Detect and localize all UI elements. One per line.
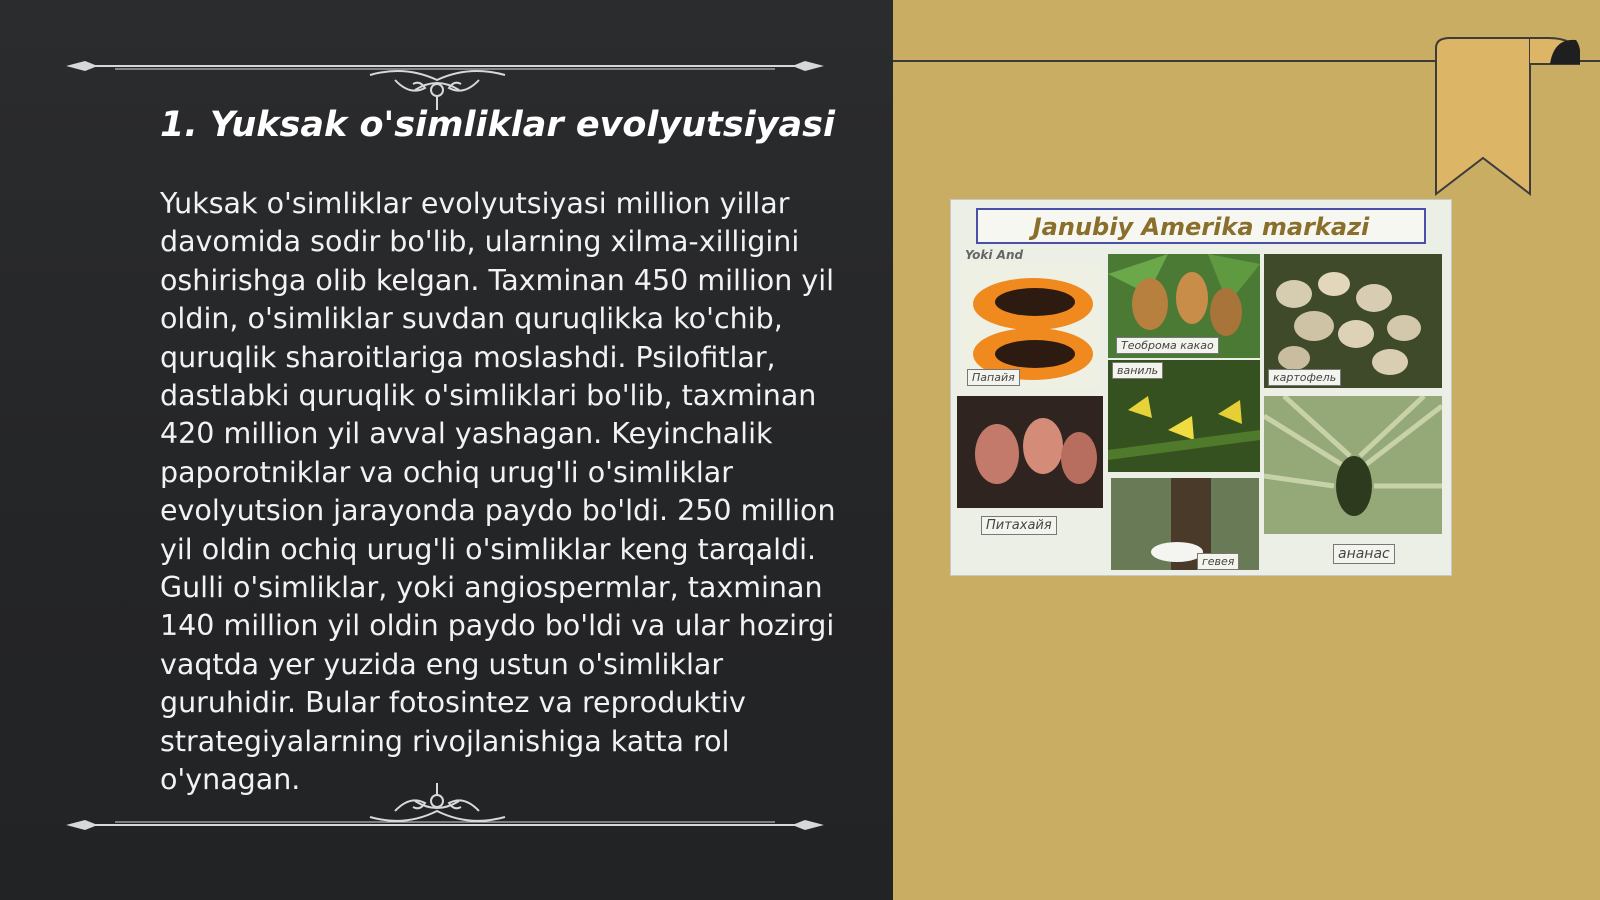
vanilla-label: ваниль — [1112, 362, 1163, 379]
vanilla-photo — [1108, 360, 1260, 472]
cacao-photo — [1108, 254, 1260, 358]
papaya-photo — [961, 262, 1101, 388]
potato-label: картофель — [1268, 369, 1341, 386]
pineapple-photo — [1264, 396, 1442, 534]
slide-title: 1. Yuksak o'simliklar evolyutsiyasi — [160, 105, 835, 145]
pineapple-label: ананас — [1333, 544, 1395, 564]
top-ornament — [65, 50, 825, 110]
picture-title: Janubiy Amerika markazi — [1032, 213, 1370, 241]
hevea-photo — [1111, 478, 1259, 570]
papaya-label: Папайя — [967, 369, 1020, 386]
bookmark-ribbon-icon — [1430, 36, 1580, 196]
hevea-label: гевея — [1197, 553, 1239, 570]
cacao-label: Теоброма какао — [1116, 337, 1219, 354]
slide-body-text: Yuksak o'simliklar evolyutsiyasi million yillar davomida sodir bo'lib, ularning xilma-xilligini oshirishga olib kelgan. Taxminan 450 million yil oldin, o'simliklar suvdan quruqlikka ko'chib, quruqlik sharoitlariga moslashdi. Psilofitlar, dastlabki quruqlik o'simliklari bo'lib, taxminan 420 million yil avval yashagan. Keyinchalik paporotniklar va ochiq urug'li o'simliklar evolyutsion jarayonda paydo bo'ldi. 250 million yil oldin ochiq urug'li o'simliklar keng tarqaldi. Gulli o'simliklar, yoki angiospermlar, taxminan 140 million yil oldin paydo bo'ldi va ular hozirgi vaqtda yer yuzida eng ustun o'simliklar guruhidir. Bular fotosintez va reproduktiv strategiyalarning rivojlanishiga katta rol o'ynagan. — [160, 187, 836, 797]
picture-subtitle: Yoki And — [965, 248, 1024, 262]
picture-title-box — [976, 208, 1426, 244]
pitahaya-label: Питахайя — [981, 516, 1057, 535]
pitahaya-photo — [957, 396, 1103, 508]
south-america-crops-picture — [950, 199, 1452, 576]
potato-photo — [1264, 254, 1442, 388]
